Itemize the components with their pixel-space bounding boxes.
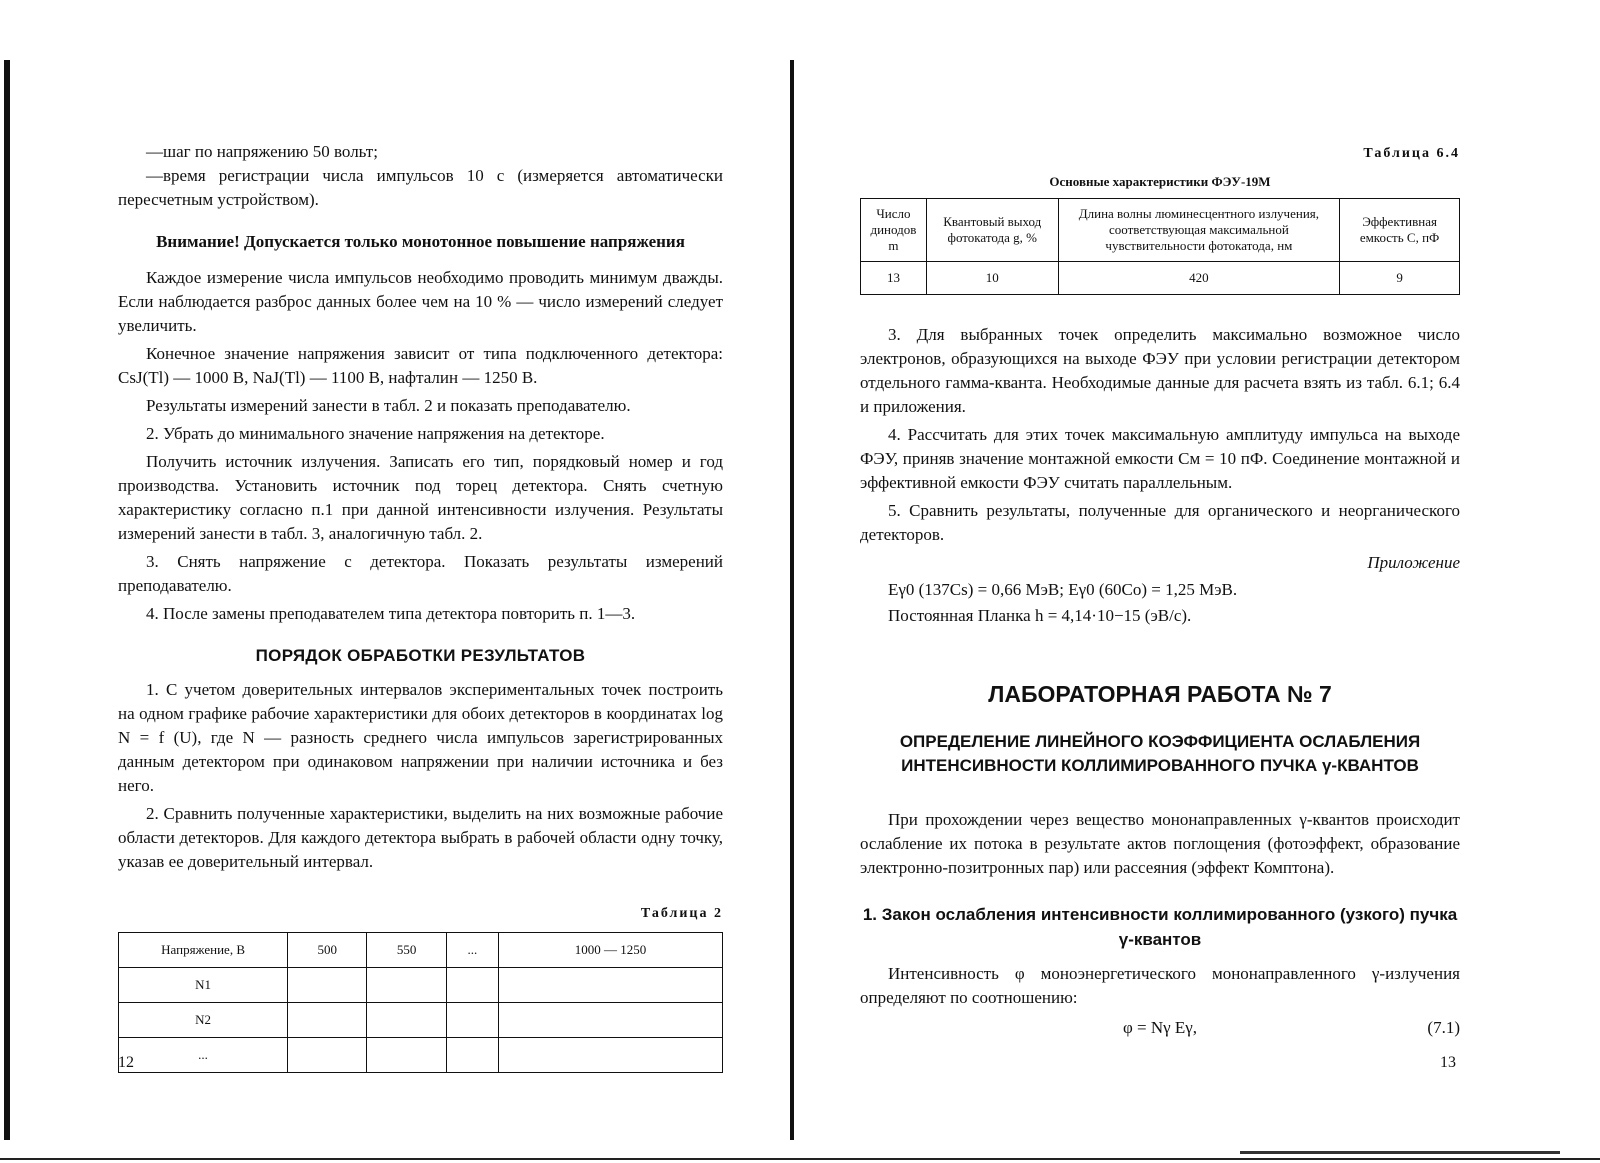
table-cell: 13 [861,262,927,295]
header-cell: 1000 — 1250 [498,933,722,968]
row-label: N2 [119,1003,288,1038]
table-row [119,1003,723,1038]
paragraph: 3. Снять напряжение с детектора. Показать результаты измерений преподавателю. [118,552,723,595]
table-label: Таблица 6.4 [1363,146,1460,161]
header-cell: Квантовый выход фотокатода g, % [926,199,1058,262]
page-number-left: 12 [118,1054,134,1071]
table-cell: 10 [926,262,1058,295]
table-cell [498,1003,722,1038]
row-label: ... [119,1038,288,1073]
paragraph: 4. Рассчитать для этих точек максимальную амплитуду импульса на выходе ФЭУ, приняв значение монтажной емкости Cм = 10 пФ. Соединение монтажной и эффективной емкости ФЭУ считать параллельным. [860,425,1460,492]
header-cell: Число динодов m [861,199,927,262]
table-cell [446,1038,498,1073]
time-line: —время регистрации числа импульсов 10 с (измеряется автоматически пересчетным устройством). [118,166,723,209]
table-cell [446,1003,498,1038]
paragraph: Получить источник излучения. Записать его тип, порядковый номер и год производства. Установить источник под торец детектора. Снять счетную характеристику согласно п.1 при данной интенсивности излучения. Результаты измерений занести в табл. 3, аналогичную табл. 2. [118,452,723,543]
table-2 [118,932,723,1073]
table-row [861,262,1460,295]
table-cell [446,968,498,1003]
subsection-title: 1. Закон ослабления интенсивности коллимированного (узкого) пучка γ-квантов [862,905,1458,949]
step-line: —шаг по напряжению 50 вольт; [146,142,378,161]
appendix-label: Приложение [1367,553,1460,572]
table-row [119,1038,723,1073]
table-cell [498,968,722,1003]
paragraph: Каждое измерение числа импульсов необходимо проводить минимум дважды. Если наблюдается разброс данных более чем на 10 % — число измерений следует увеличить. [118,268,723,335]
header-cell: Эффективная емкость C, пФ [1340,199,1460,262]
row-label: N1 [119,968,288,1003]
energy-formula: Eγ0 (137Cs) = 0,66 МэВ; Eγ0 (60Co) = 1,25 МэВ. [888,580,1238,599]
intro-paragraph: При прохождении через вещество мононаправленных γ-квантов происходит ослабление их потока в результате актов поглощения (фотоэффект, образование электронно-позитронных пар) или рассеяния (эффект Комптона). [860,810,1460,877]
header-cell: 500 [288,933,367,968]
intensity-paragraph: Интенсивность φ моноэнергетического мононаправленного γ-излучения определяют по соотношению: [860,964,1460,1007]
paragraph: Конечное значение напряжения зависит от типа подключенного детектора: CsJ(Tl) — 1000 В, NaJ(Tl) — 1100 В, нафталин — 1250 В. [118,344,723,387]
equation-text: φ = Nγ Eγ, [1122,1018,1198,1037]
book-spine-left [4,60,10,1140]
paragraph: 3. Для выбранных точек определить максимально возможное число электронов, образующихся на выходе ФЭУ при условии регистрации детектором отдельного гамма-кванта. Необходимые данные для расчета взять из табл. 6.1; 6.4 и приложения. [860,325,1460,416]
table-cell [288,1003,367,1038]
paragraph: 2. Убрать до минимального значение напряжения на детекторе. [146,424,605,443]
equation-number: (7.1) [1427,1018,1460,1037]
table-header-row [119,933,723,968]
left-page [118,140,723,1073]
right-page [860,140,1460,1038]
table-cell: 420 [1058,262,1340,295]
lab-title: ЛАБОРАТОРНАЯ РАБОТА № 7 [988,681,1332,707]
paragraph: 2. Сравнить полученные характеристики, выделить на них возможные рабочие области детекторов. Для каждого детектора выбрать в рабочей области одну точку, указав ее доверительный интервал. [118,804,723,871]
table-6-4 [860,198,1460,295]
equation-7-1 [860,1018,1460,1038]
table-cell [498,1038,722,1073]
header-cell: ... [446,933,498,968]
bottom-edge [0,1158,1600,1160]
header-cell: Напряжение, В [119,933,288,968]
table-cell [367,968,446,1003]
table-cell [367,1003,446,1038]
planck-constant: Постоянная Планка h = 4,14·10−15 (эВ/с). [888,606,1192,625]
paragraph: 4. После замены преподавателем типа детектора повторить п. 1—3. [146,604,636,623]
header-cell: Длина волны люминесцентного излучения, соответствующая максимальной чувствительности фотокатода, нм [1058,199,1340,262]
table-cell [367,1038,446,1073]
paragraph: Результаты измерений занести в табл. 2 и показать преподавателю. [146,396,631,415]
paragraph: 1. С учетом доверительных интервалов экспериментальных точек построить на одном графике рабочие характеристики для обоих детекторов в координатах log N = f (U), где N — разность среднего числа импульсов зарегистрированных данным детектором при одинаковом напряжении при наличии источника и без него. [118,680,723,795]
book-spine-center [790,60,794,1140]
table-caption: Основные характеристики ФЭУ-19М [1049,174,1271,189]
page-number-right: 13 [1440,1054,1456,1071]
table-cell [288,1038,367,1073]
paragraph: 5. Сравнить результаты, полученные для органического и неорганического детекторов. [860,501,1460,544]
header-cell: 550 [367,933,446,968]
table-cell: 9 [1340,262,1460,295]
table-header-row [861,199,1460,262]
section-title: ПОРЯДОК ОБРАБОТКИ РЕЗУЛЬТАТОВ [255,646,586,665]
table-label: Таблица 2 [640,906,723,921]
lab-subtitle: ОПРЕДЕЛЕНИЕ ЛИНЕЙНОГО КОЭФФИЦИЕНТА ОСЛАБЛЕНИЯ ИНТЕНСИВНОСТИ КОЛЛИМИРОВАННОГО ПУЧКА γ-КВАНТОВ [899,732,1421,775]
table-cell [288,968,367,1003]
table-row [119,968,723,1003]
attention-note: Внимание! Допускается только монотонное повышение напряжения [156,232,685,251]
bottom-edge-right [1240,1151,1560,1154]
